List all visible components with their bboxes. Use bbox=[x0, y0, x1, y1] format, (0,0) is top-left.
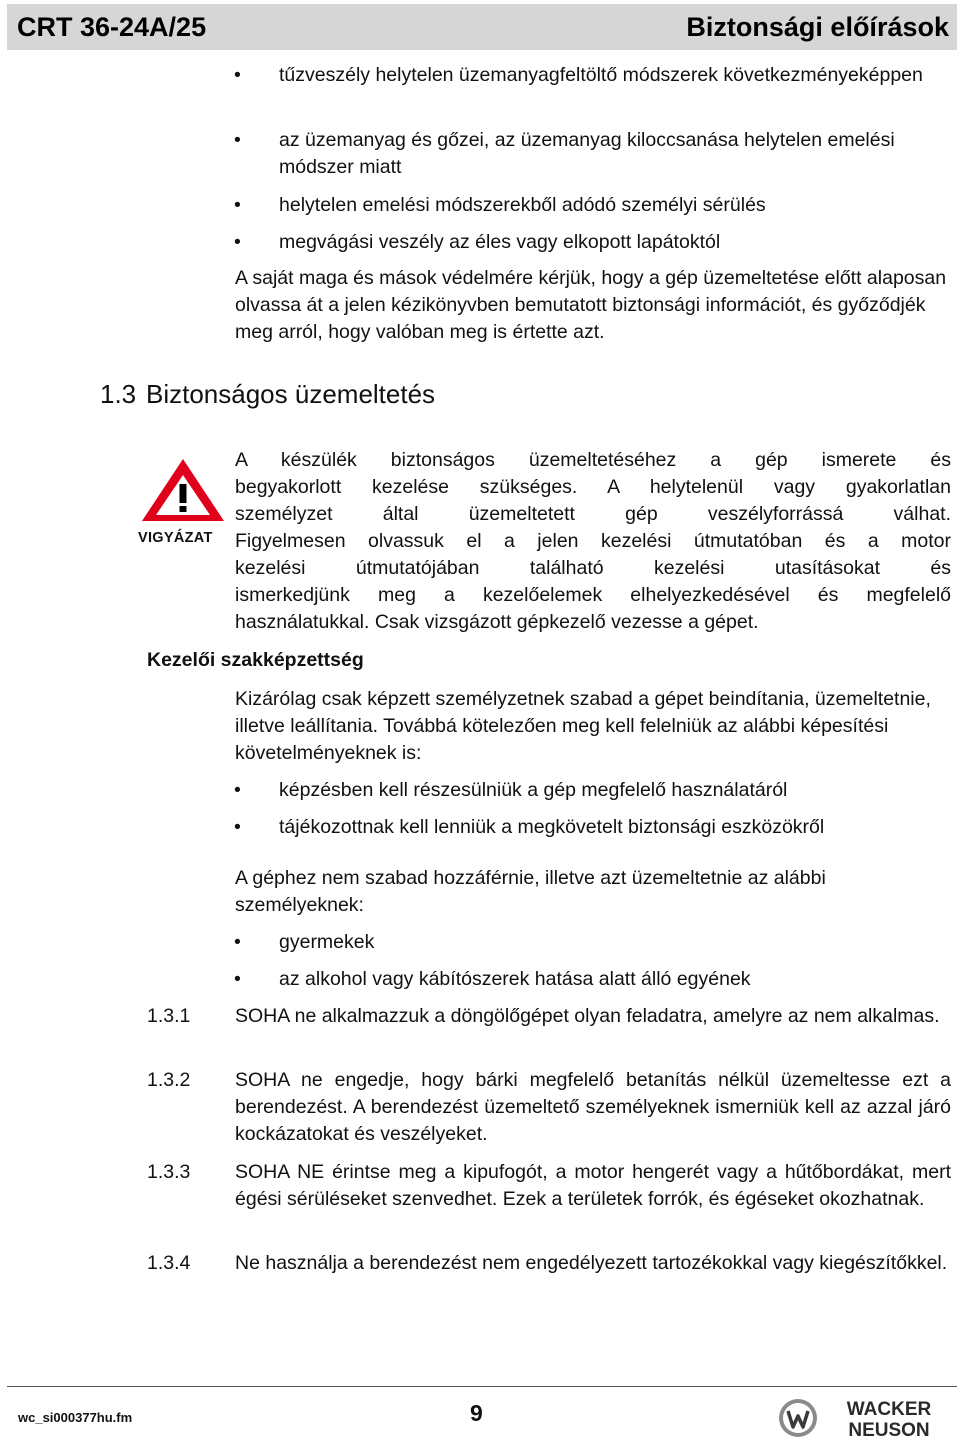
section-number: 1.3 bbox=[100, 379, 137, 409]
header-model: CRT 36-24A/25 bbox=[17, 11, 207, 42]
bullet-dot: • bbox=[234, 194, 241, 216]
rule-text: Ne használja a berendezést nem engedélyezett tartozékokkal vagy kiegészítőkkel. bbox=[235, 1252, 948, 1274]
list-item-text: gyermekek bbox=[279, 931, 375, 953]
intro-paragraph: A saját maga és mások védelmére kérjük, hogy a gép üzemeltetése előtt alaposan olvassa át a jelen kézikönyvben bemutatott biztonsági információt, és győződjék meg arról, hogy valóban meg is értette azt. bbox=[235, 267, 947, 343]
warning-line: használatukkal. Csak vizsgázott gépkezelő vezesse a gépet. bbox=[235, 611, 759, 633]
restriction-paragraph: A géphez nem szabad hozzáférnie, illetve azt üzemeltetnie az alábbi személyeknek: bbox=[235, 867, 826, 916]
footer-filename: wc_si000377hu.fm bbox=[18, 1410, 133, 1425]
list-item-text: az üzemanyag és gőzei, az üzemanyag kiloccsanása helytelen emelési módszer miatt bbox=[279, 129, 895, 178]
bullet-dot: • bbox=[234, 931, 241, 953]
logo-line-1: WACKER bbox=[846, 1399, 932, 1420]
list-item-text: tűzveszély helytelen üzemanyagfeltöltő módszerek következményeképpen bbox=[279, 64, 923, 86]
footer-divider bbox=[7, 1386, 957, 1387]
section-heading bbox=[100, 378, 435, 410]
warning-text bbox=[235, 447, 951, 636]
list-item-text: tájékozottnak kell lenniük a megkövetelt biztonsági eszközökről bbox=[279, 816, 825, 838]
bullet-dot: • bbox=[234, 129, 241, 151]
bullet-dot: • bbox=[234, 231, 241, 253]
list-item-text: helytelen emelési módszerekből adódó személyi sérülés bbox=[279, 194, 766, 216]
subsection-heading: Kezelői szakképzettség bbox=[147, 649, 364, 671]
warning-triangle-icon bbox=[138, 455, 228, 525]
qualification-paragraph: Kizárólag csak képzett személyzetnek szabad a gépet beindítania, üzemeltetnie, illetve leállítania. Továbbá kötelezően meg kell felelniük az alábbi képesítési követelményeknek is: bbox=[235, 688, 931, 764]
wacker-neuson-logo-icon bbox=[777, 1396, 957, 1440]
warning-line: kezelési útmutatójában található kezelési utasításokat és bbox=[235, 557, 951, 579]
list-item-text: képzésben kell részesülniük a gép megfelelő használatáról bbox=[279, 779, 788, 801]
rule-text: SOHA ne alkalmazzuk a döngölőgépet olyan feladatra, amelyre az nem alkalmas. bbox=[235, 1005, 940, 1027]
bullet-dot: • bbox=[234, 779, 241, 801]
rule-number: 1.3.4 bbox=[147, 1252, 191, 1274]
warning-line: Figyelmesen olvassuk el a jelen kezelési útmutatóban és a motor bbox=[235, 530, 951, 552]
rule-text: SOHA ne engedje, hogy bárki megfelelő betanítás nélkül üzemeltesse ezt a berendezést. A berendezést üzemeltető személyeknek ismerniük kell az azzal járó kockázatokat és veszélyeket. bbox=[235, 1069, 951, 1145]
rule-number: 1.3.2 bbox=[147, 1069, 191, 1091]
page-number: 9 bbox=[470, 1400, 483, 1426]
warning-label: VIGYÁZAT bbox=[138, 530, 213, 546]
rule-text: SOHA NE érintse meg a kipufogót, a motor hengerét vagy a hűtőbordákat, mert égési sérüléseket szenvedhet. Ezek a területek forrók, és égéseket okozhatnak. bbox=[235, 1161, 951, 1210]
section-title: Biztonságos üzemeltetés bbox=[146, 379, 436, 409]
bullet-dot: • bbox=[234, 64, 241, 86]
warning-line: begyakorlott kezelése szükséges. A helytelenül vagy gyakorlatlan bbox=[235, 476, 951, 498]
list-item-text: az alkohol vagy kábítószerek hatása alatt álló egyének bbox=[279, 968, 751, 990]
bullet-dot: • bbox=[234, 968, 241, 990]
warning-line: személyzet által üzemeltetett gép veszélyforrássá válhat. bbox=[235, 503, 951, 525]
list-item-text: megvágási veszély az éles vagy elkopott lapátoktól bbox=[279, 231, 721, 253]
header-section-title: Biztonsági előírások bbox=[686, 11, 949, 42]
warning-line: ismerkedjünk meg a kezelőelemek elhelyezkedésével és megfelelő bbox=[235, 584, 951, 606]
bullet-dot: • bbox=[234, 816, 241, 838]
warning-line: A készülék biztonságos üzemeltetéséhez a gép ismerete és bbox=[235, 449, 951, 471]
rule-number: 1.3.1 bbox=[147, 1005, 191, 1027]
rule-number: 1.3.3 bbox=[147, 1161, 191, 1183]
logo-line-2: NEUSON bbox=[848, 1420, 930, 1440]
page-header bbox=[7, 4, 957, 50]
